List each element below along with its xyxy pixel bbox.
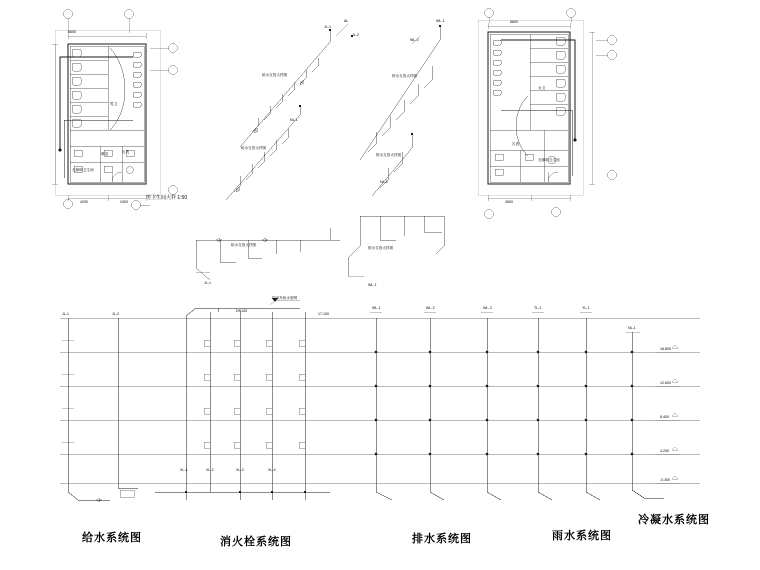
- riser-tag-jl1-b: JL-1: [204, 281, 211, 285]
- note-outdoor-water-main: 接室外给水管网: [272, 296, 298, 300]
- iso-caption-3: 给水支管大样图: [241, 146, 267, 150]
- riser-tag-al: AL: [344, 19, 349, 23]
- plan-left-toilet: [52, 10, 178, 210]
- dim-left-plan-top: 6600: [68, 30, 76, 34]
- riser-label-jl1-sys: JL-1: [62, 312, 69, 316]
- room-label-accessible-right: 无障碍卫生间: [538, 158, 560, 162]
- riser-tag-wl1-b: WL-1: [368, 283, 377, 287]
- iso-caption-5: 给水支管大样图: [231, 243, 257, 247]
- diagram-drainage: [370, 312, 552, 500]
- diagram-water-supply: [62, 318, 138, 502]
- title-fire-hydrant-system: 消火栓系统图: [220, 536, 292, 548]
- note-pipe-size: DN100: [236, 309, 248, 313]
- riser-label-xl3: XL-3: [236, 468, 244, 472]
- riser-label-wl2-sys: WL-2: [426, 306, 435, 310]
- riser-tag-wl1: WL-1: [436, 19, 445, 23]
- level-minus-0300: -0.300: [660, 478, 671, 482]
- title-water-supply-system: 给水系统图: [82, 532, 142, 544]
- riser-label-nl1-sys: NL-1: [628, 326, 636, 330]
- riser-label-yl1-sys: YL-1: [582, 306, 590, 310]
- note-elevation: 17.100: [318, 312, 329, 316]
- title-rainwater-system: 雨水系统图: [552, 530, 612, 542]
- diagram-condensate: [626, 332, 664, 498]
- dim-left-plan-bottom-left: 4200: [80, 200, 88, 204]
- plan-right-toilet: [478, 9, 617, 219]
- riser-label-tl1-sys: TL-1: [534, 306, 542, 310]
- room-label-wash-right: 污洗: [512, 142, 520, 146]
- iso-caption-1: 给水支管大样图: [262, 73, 288, 77]
- level-16800: 16.800: [660, 347, 671, 351]
- iso-caption-6: 排水支管大样图: [368, 246, 394, 250]
- riser-label-jl2-sys: JL-2: [112, 312, 119, 316]
- level-4200: 4.200: [660, 449, 669, 453]
- riser-label-xl1: XL-1: [180, 468, 188, 472]
- room-label-female-toilet: 女卫: [538, 86, 546, 90]
- riser-label-wl3-sys: WL-3: [483, 306, 492, 310]
- iso-caption-4: 排水支管大样图: [376, 153, 402, 157]
- riser-tag-jl2: JL-2: [352, 33, 359, 37]
- diagram-rainwater: [580, 312, 600, 500]
- iso-caption-2: 排水支管大样图: [392, 74, 418, 78]
- room-label-accessible: 无障碍卫生间: [72, 168, 94, 172]
- room-label-male-toilet: 男卫: [110, 102, 118, 106]
- riser-tag-nl1: NL-1: [290, 118, 298, 122]
- dim-left-plan-bottom-right: 2400: [120, 200, 128, 204]
- title-condensate-system: 冷凝水系统图: [638, 514, 710, 526]
- iso-detail-group: [196, 24, 444, 280]
- riser-tag-jl1: JL-1: [324, 25, 331, 29]
- room-label-shower: 淋浴: [101, 152, 109, 156]
- riser-tag-wl2: WL-2: [410, 38, 419, 42]
- level-12600: 12.600: [660, 381, 671, 385]
- system-diagrams-group: [60, 298, 700, 502]
- plan-caption-toilet: 男卫生间大样 1:50: [146, 195, 188, 201]
- room-label-wash: 污洗: [122, 150, 130, 154]
- riser-tag-nl2: NL-2: [380, 180, 388, 184]
- riser-label-xl2: XL-2: [206, 468, 214, 472]
- dim-right-plan-top: 6600: [510, 20, 518, 24]
- title-drainage-system: 排水系统图: [412, 533, 472, 545]
- dim-right-plan-bottom: 4500: [505, 200, 513, 204]
- riser-label-xl4: XL-4: [268, 468, 276, 472]
- riser-label-wl1-sys: WL-1: [372, 306, 381, 310]
- level-8400: 8.400: [660, 415, 669, 419]
